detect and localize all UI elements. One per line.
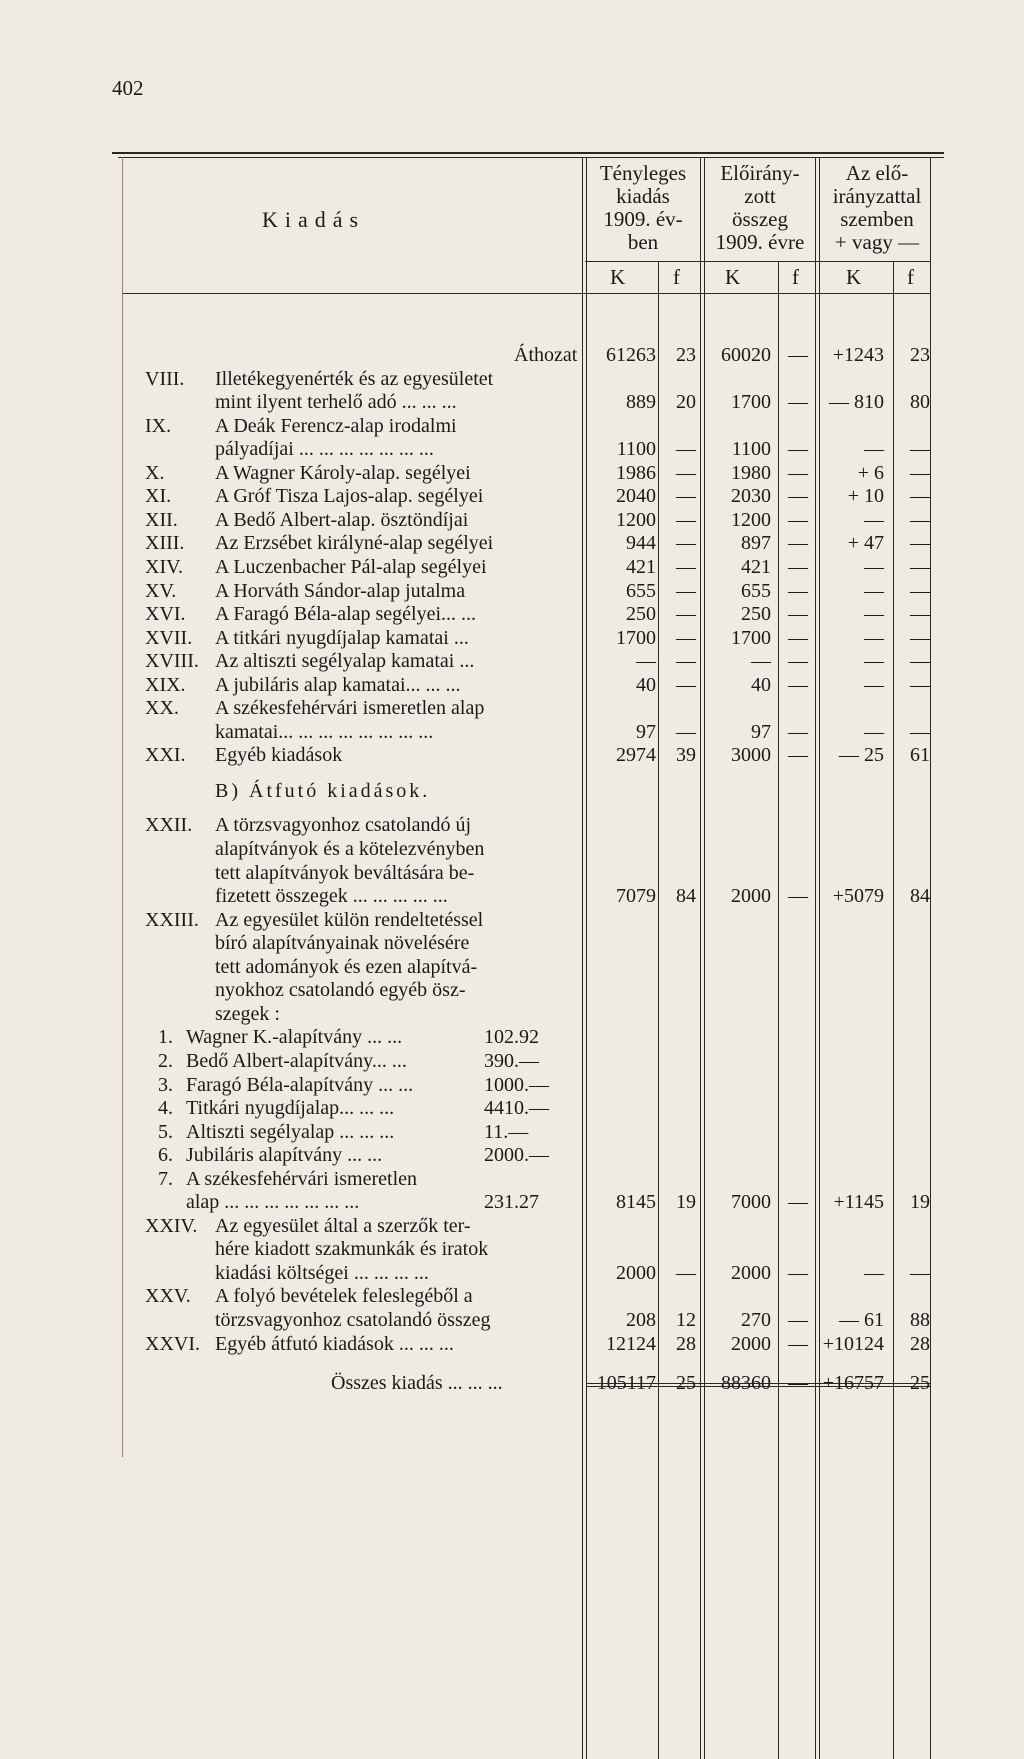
cell-value: —	[676, 626, 696, 649]
cell-value: 23	[676, 344, 696, 366]
sub-number: 1.	[158, 1026, 173, 1049]
cell-value: 2030	[731, 485, 771, 508]
cell-value: —	[751, 650, 771, 673]
cell-value: + 10	[847, 485, 884, 508]
table-row	[0, 391, 1024, 414]
cell-value: 12124	[606, 1332, 656, 1355]
row-text: hére kiadott szakmunkák és iratok	[215, 1238, 489, 1261]
cell-value: —	[788, 438, 808, 461]
cell-value: —	[788, 885, 808, 908]
cell-value: —	[676, 438, 696, 461]
table-row	[0, 1168, 1024, 1191]
table-row	[0, 1074, 1024, 1097]
cell-value: + 6	[857, 461, 884, 484]
row-text: A Faragó Béla-alap segélyei... ...	[215, 603, 477, 626]
table-row	[0, 603, 1024, 626]
sub-text: Altiszti segélyalap ... ... ...	[186, 1120, 395, 1143]
table-row	[0, 556, 1024, 579]
subheader-rule	[585, 261, 930, 262]
cell-value: —	[788, 650, 808, 673]
cell-value: +5079	[832, 885, 884, 908]
table-row	[0, 1333, 1024, 1356]
cell-value: —	[788, 1332, 808, 1355]
row-text: A Luczenbacher Pál-alap segélyei	[215, 555, 487, 578]
cell-value: 39	[676, 744, 696, 767]
table-row	[0, 1026, 1024, 1049]
row-text: A Wagner Károly-alap. segélyei	[215, 461, 471, 484]
cell-value: 421	[741, 555, 771, 578]
cell-value: —	[910, 720, 930, 743]
sub-f2: f	[792, 265, 799, 289]
col3-header	[818, 162, 936, 254]
sub-number: 3.	[158, 1073, 173, 1096]
sub-amount: 390.—	[484, 1049, 539, 1072]
sub-text: Titkári nyugdíjalap... ... ...	[186, 1097, 395, 1120]
table-row	[0, 1050, 1024, 1073]
cell-value: 1200	[731, 508, 771, 531]
row-number: XXII.	[145, 814, 193, 837]
table-row	[0, 532, 1024, 555]
row-text: A Bedő Albert-alap. ösztöndíjai	[215, 508, 469, 531]
row-text: mint ilyent terhelő adó ... ... ...	[215, 391, 457, 414]
row-text: pályadíjai ... ... ... ... ... ... ...	[215, 438, 434, 461]
row-number: XXIV.	[145, 1214, 198, 1237]
row-text: Egyéb kiadások	[215, 744, 343, 767]
row-text: szegek :	[215, 1002, 280, 1025]
cell-value: 421	[626, 555, 656, 578]
cell-value: —	[788, 344, 808, 366]
table-row	[0, 509, 1024, 532]
row-number: VIII.	[145, 367, 185, 390]
table-row	[0, 368, 1024, 391]
table-row	[0, 580, 1024, 603]
cell-value: 80	[910, 391, 930, 414]
table-row	[0, 1097, 1024, 1120]
cell-value: —	[910, 579, 930, 602]
cell-value: —	[910, 461, 930, 484]
cell-value: —	[676, 579, 696, 602]
table-row	[0, 814, 1024, 837]
row-text: Az egyesület által a szerzők ter-	[215, 1214, 471, 1237]
cell-value: —	[676, 508, 696, 531]
cell-value: —	[910, 485, 930, 508]
cell-value: —	[788, 508, 808, 531]
cell-value: 61	[910, 744, 930, 767]
sub-amount: 4410.—	[484, 1097, 549, 1120]
cell-value: —	[788, 485, 808, 508]
cell-value: 2974	[616, 744, 656, 767]
cell-value: —	[788, 1261, 808, 1284]
cell-value: —	[788, 744, 808, 767]
cell-value: 7079	[616, 885, 656, 908]
sub-f3: f	[907, 265, 914, 289]
sub-amount: 11.—	[484, 1120, 529, 1143]
cell-value: +10124	[822, 1332, 884, 1355]
table-row	[0, 438, 1024, 461]
row-number: XI.	[145, 485, 172, 508]
table-row	[0, 780, 1024, 803]
carry-label: Áthozat	[514, 344, 578, 366]
cell-value: 40	[751, 673, 771, 696]
cell-value: —	[864, 579, 884, 602]
cell-value: —	[788, 532, 808, 555]
cell-value: 1700	[731, 391, 771, 414]
cell-value: 2000	[731, 885, 771, 908]
cell-value: —	[636, 650, 656, 673]
cell-value: —	[910, 626, 930, 649]
sub-number: 7.	[158, 1167, 173, 1190]
row-number: XIX.	[145, 673, 186, 696]
cell-value: —	[788, 461, 808, 484]
cell-value: 250	[741, 603, 771, 626]
sub-text: Faragó Béla-alapítvány ... ...	[186, 1073, 414, 1096]
table-row	[0, 838, 1024, 861]
cell-value: 1700	[731, 626, 771, 649]
cell-value: —	[788, 673, 808, 696]
col1-h-line: Tényleges	[599, 161, 687, 185]
cell-value: 61263	[606, 344, 656, 366]
table-row	[0, 485, 1024, 508]
cell-value: —	[864, 673, 884, 696]
row-text: Illetékegyenérték és az egyesületet	[215, 367, 494, 390]
table-row	[0, 1262, 1024, 1285]
cell-value: 28	[910, 1332, 930, 1355]
cell-value: —	[788, 1191, 808, 1214]
cell-value: 20	[676, 391, 696, 414]
table-row	[0, 885, 1024, 908]
row-text: törzsvagyonhoz csatolandó összeg	[215, 1309, 491, 1331]
sub-number: 2.	[158, 1049, 173, 1072]
cell-value: 1100	[731, 438, 771, 461]
col1-header	[588, 162, 698, 254]
table-row	[0, 744, 1024, 767]
table-row	[0, 1309, 1024, 1332]
cell-value: 2000	[731, 1261, 771, 1284]
sub-text: Jubiláris alapítvány ... ...	[186, 1144, 383, 1167]
cell-value: +1145	[833, 1191, 884, 1214]
cell-value: 28	[676, 1332, 696, 1355]
table-row	[0, 1215, 1024, 1238]
sub-amount: 102.92	[484, 1026, 539, 1049]
sub-text: Bedő Albert-alapítvány... ...	[186, 1049, 407, 1072]
cell-value: —	[676, 1261, 696, 1284]
page-number: 402	[112, 76, 144, 100]
col1-h-line: kiadás	[616, 184, 670, 208]
cell-value: —	[788, 720, 808, 743]
row-text: Az altiszti segélyalap kamatai ...	[215, 650, 475, 673]
col2-h-line: 1909. évre	[715, 230, 805, 254]
row-text: alapítványok és a kötelezvényben	[215, 838, 485, 860]
row-number: XXIII.	[145, 908, 199, 931]
sub-amount: 2000.—	[484, 1144, 549, 1167]
cell-value: —	[676, 461, 696, 484]
cell-value: 19	[676, 1191, 696, 1214]
cell-value: 897	[741, 532, 771, 555]
row-text: Egyéb átfutó kiadások ... ... ...	[215, 1332, 454, 1355]
table-row	[0, 1285, 1024, 1308]
cell-value: —	[910, 1261, 930, 1284]
table-row	[0, 1121, 1024, 1144]
table-row	[0, 344, 1024, 367]
table-row	[0, 1238, 1024, 1261]
cell-value: —	[676, 720, 696, 743]
cell-value: 40	[636, 673, 656, 696]
col3-h-line: Az elő-	[845, 161, 909, 185]
row-number: XX.	[145, 697, 179, 720]
cell-value: 250	[626, 603, 656, 626]
row-text: A székesfehérvári ismeretlen alap	[215, 697, 485, 720]
total-rule	[586, 1383, 930, 1384]
row-number: XXI.	[145, 744, 186, 767]
table-row	[0, 650, 1024, 673]
sub-k3: K	[846, 265, 862, 289]
sub-number: 6.	[158, 1144, 173, 1167]
cell-value: —	[910, 673, 930, 696]
cell-value: — 61	[839, 1309, 884, 1331]
cell-value: 23	[910, 344, 930, 366]
cell-value: 270	[741, 1309, 771, 1331]
cell-value: 1100	[616, 438, 656, 461]
row-text: bíró alapítványainak növelésére	[215, 932, 470, 955]
cell-value: 7000	[731, 1191, 771, 1214]
row-text: kamatai... ... ... ... ... ... ... ...	[215, 720, 434, 743]
cell-value: — 810	[829, 391, 884, 414]
cell-value: 889	[626, 391, 656, 414]
cell-value: —	[864, 555, 884, 578]
cell-value: 60020	[721, 344, 771, 366]
cell-value: 88	[910, 1309, 930, 1331]
cell-value: 1700	[616, 626, 656, 649]
sub-k1: K	[610, 265, 626, 289]
cell-value: —	[788, 391, 808, 414]
table-row	[0, 956, 1024, 979]
sub-number: 5.	[158, 1120, 173, 1143]
cell-value: 97	[751, 720, 771, 743]
sub-f1: f	[673, 265, 680, 289]
table-row	[0, 1144, 1024, 1167]
sub-text: Wagner K.-alapítvány ... ...	[186, 1026, 403, 1049]
cell-value: 1980	[731, 461, 771, 484]
row-number: XVIII.	[145, 650, 199, 673]
table-row	[0, 932, 1024, 955]
cell-value: 2040	[616, 485, 656, 508]
row-text: Az Erzsébet királyné-alap segélyei	[215, 532, 494, 555]
col2-h-line: összeg	[732, 207, 788, 231]
cell-value: —	[676, 650, 696, 673]
cell-value: —	[676, 555, 696, 578]
sub-text: alap ... ... ... ... ... ... ...	[186, 1191, 360, 1214]
table-row	[0, 909, 1024, 932]
cell-value: —	[676, 603, 696, 626]
cell-value: —	[676, 485, 696, 508]
row-number: XVII.	[145, 626, 193, 649]
cell-value: — 25	[839, 744, 884, 767]
col2-h-line: zott	[744, 184, 776, 208]
cell-value: —	[864, 720, 884, 743]
sub-amount: 231.27	[484, 1191, 539, 1214]
row-number: XIII.	[145, 532, 185, 555]
row-text: tett alapítványok beváltására be-	[215, 861, 475, 884]
cell-value: —	[910, 650, 930, 673]
top-rule-2	[118, 157, 944, 158]
col2-h-line: Előirány-	[720, 161, 800, 185]
cell-value: —	[864, 1261, 884, 1284]
row-text: A jubiláris alap kamatai... ... ...	[215, 673, 461, 696]
cell-value: 1200	[616, 508, 656, 531]
row-number: XXVI.	[145, 1332, 200, 1355]
sub-k2: K	[725, 265, 741, 289]
col3-h-line: szemben	[840, 207, 914, 231]
cell-value: —	[788, 1309, 808, 1331]
cell-value: —	[788, 603, 808, 626]
cell-value: —	[788, 555, 808, 578]
row-text: A titkári nyugdíjalap kamatai ...	[215, 626, 469, 649]
cell-value: 655	[626, 579, 656, 602]
top-rule	[112, 152, 944, 154]
cell-value: —	[788, 626, 808, 649]
cell-value: 19	[910, 1191, 930, 1214]
row-number: IX.	[145, 414, 172, 437]
cell-value: —	[910, 438, 930, 461]
section-heading: B) Átfutó kiadások.	[215, 779, 431, 802]
cell-value: 3000	[731, 744, 771, 767]
cell-value: —	[788, 579, 808, 602]
total-rule-2	[586, 1386, 930, 1387]
row-text: A Gróf Tisza Lajos-alap. segélyei	[215, 485, 484, 508]
table-row	[0, 1003, 1024, 1026]
cell-value: + 47	[847, 532, 884, 555]
cell-value: —	[864, 626, 884, 649]
cell-value: 655	[741, 579, 771, 602]
table-row	[0, 462, 1024, 485]
row-number: XXV.	[145, 1285, 191, 1308]
cell-value: —	[864, 438, 884, 461]
row-number: X.	[145, 461, 165, 484]
cell-value: —	[676, 673, 696, 696]
table-row	[0, 627, 1024, 650]
row-number: XV.	[145, 579, 177, 602]
cell-value: —	[910, 555, 930, 578]
total-label: Összes kiadás ... ... ...	[331, 1372, 503, 1395]
row-text: A Deák Ferencz-alap irodalmi	[215, 414, 457, 437]
table-row	[0, 721, 1024, 744]
cell-value: 84	[910, 885, 930, 908]
row-number: XVI.	[145, 603, 186, 626]
row-number: XIV.	[145, 555, 183, 578]
col1-h-line: ben	[627, 230, 659, 254]
col2-header	[706, 162, 814, 254]
cell-value: —	[864, 650, 884, 673]
table-row	[0, 1191, 1024, 1214]
row-text: nyokhoz csatolandó egyéb ösz-	[215, 979, 466, 1002]
cell-value: 944	[626, 532, 656, 555]
row-text: fizetett összegek ... ... ... ... ...	[215, 885, 448, 908]
cell-value: 208	[626, 1309, 656, 1331]
cell-value: —	[864, 603, 884, 626]
cell-value: 2000	[731, 1332, 771, 1355]
table-row	[0, 979, 1024, 1002]
kiadas-heading: Kiadás	[262, 207, 366, 232]
cell-value: —	[910, 532, 930, 555]
cell-value: 97	[636, 720, 656, 743]
cell-value: 2000	[616, 1261, 656, 1284]
col3-h-line: + vagy —	[834, 230, 920, 254]
row-text: tett adományok és ezen alapítvá-	[215, 955, 478, 978]
row-text: Az egyesület külön rendeltetéssel	[215, 908, 484, 931]
cell-value: 12	[676, 1309, 696, 1331]
col3-h-line: irányzattal	[832, 184, 922, 208]
row-text: A folyó bevételek feleslegéből a	[215, 1285, 473, 1308]
row-text: kiadási költségei ... ... ... ...	[215, 1261, 429, 1284]
sub-text: A székesfehérvári ismeretlen	[186, 1167, 418, 1190]
cell-value: —	[910, 508, 930, 531]
cell-value: 1986	[616, 461, 656, 484]
header-bottom-rule	[122, 293, 930, 294]
cell-value: 84	[676, 885, 696, 908]
cell-value: +1243	[832, 344, 884, 366]
table-row	[0, 415, 1024, 438]
sub-number: 4.	[158, 1097, 173, 1120]
cell-value: —	[676, 532, 696, 555]
sub-amount: 1000.—	[484, 1073, 549, 1096]
row-number: XII.	[145, 508, 178, 531]
table-row	[0, 697, 1024, 720]
row-text: A Horváth Sándor-alap jutalma	[215, 579, 466, 602]
cell-value: —	[864, 508, 884, 531]
cell-value: —	[910, 603, 930, 626]
col1-h-line: 1909. év-	[603, 207, 683, 231]
cell-value: 8145	[616, 1191, 656, 1214]
row-text: A törzsvagyonhoz csatolandó új	[215, 814, 472, 837]
table-row	[0, 862, 1024, 885]
table-row	[0, 674, 1024, 697]
